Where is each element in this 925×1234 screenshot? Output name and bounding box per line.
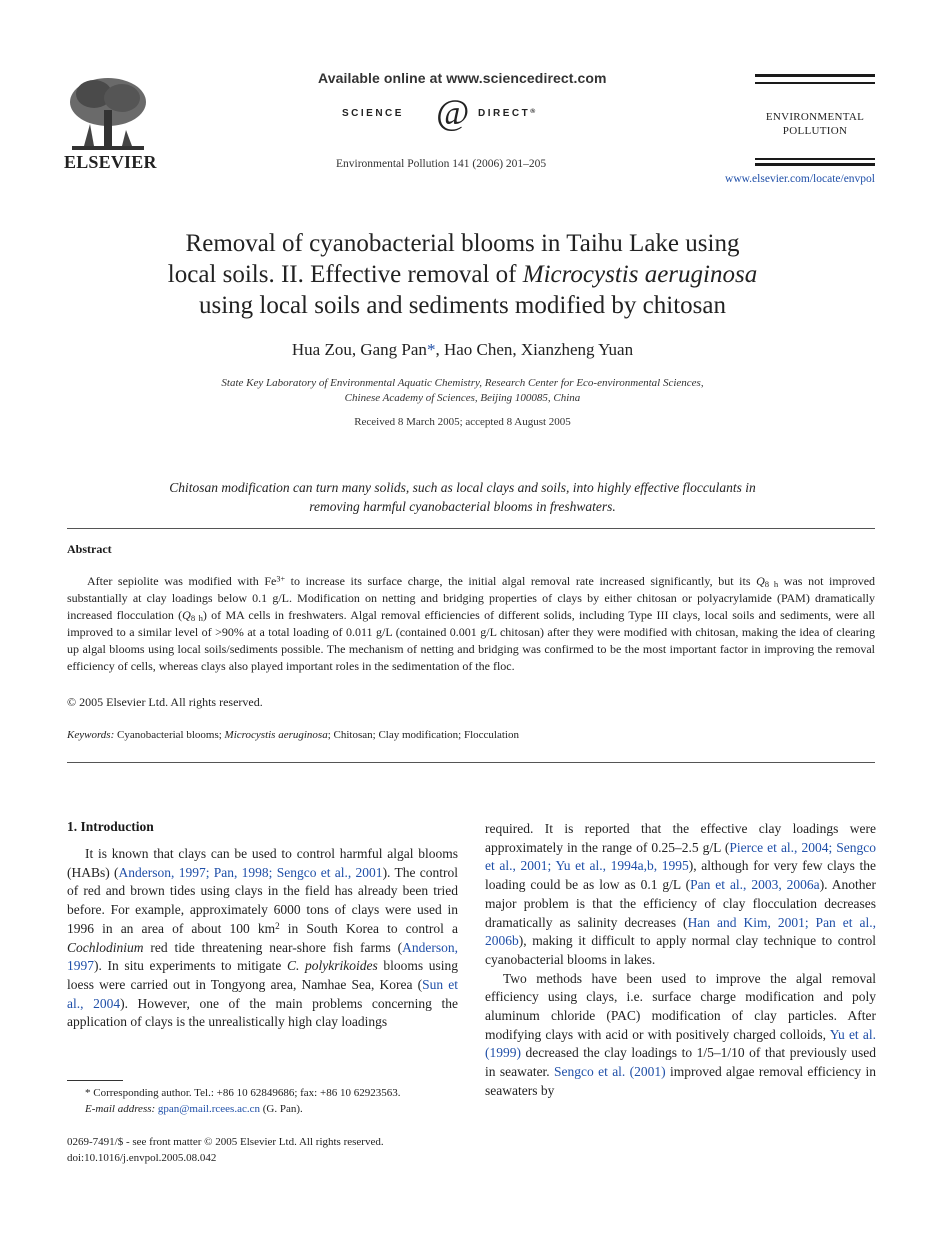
corresponding-author-link[interactable]: * — [426, 340, 436, 359]
citation-link[interactable]: Anderson, 1997; Pan, 1998; Sengco et al., 2001 — [118, 864, 383, 880]
affiliation: State Key Laboratory of Environmental Aquatic Chemistry, Research Center for Eco-environmental Sciences, Chinese Academy of Sciences, Beijing 100085, China — [221, 377, 704, 404]
publisher-name: ELSEVIER — [64, 152, 157, 172]
article-highlight: Chitosan modification can turn many solids, such as local clays and soils, into highly effective flocculants in removing harmful cyanobacterial blooms in freshwaters. — [169, 480, 756, 514]
sd-at-icon: @ — [436, 92, 470, 132]
email-link[interactable]: gpan@mail.rcees.ac.cn — [157, 1102, 260, 1115]
journal-url-link[interactable]: www.elsevier.com/locate/envpol — [725, 173, 875, 185]
sciencedirect-logo[interactable] — [342, 92, 562, 132]
header-rule — [755, 74, 875, 77]
citation-link[interactable]: Yu et al. (1999) — [485, 1026, 876, 1061]
header-rule — [755, 82, 875, 84]
abstract-copyright: © 2005 Elsevier Ltd. All rights reserved. — [67, 695, 263, 709]
abstract-body: After sepiolite was modified with $Fe^{3+}$ to increase its surface charge, the initial algal removal rate increased significantly, but its $Q_{8 h}$ was not improved substantially at clay loadings below 0.1 g/L. Modification on netting and bridging properties of clays by either chitosan or polyacrylamide (PAM) dramatically increased flocculation $(Q_{8 h})$ of MA cells in freshwaters. Algal removal efficiencies of different solids, including Type III clays, local soils and sediments, were all improved to a similar level of >90% at a total loading of 0.011 g/L (contained 0.001 g/L chitosan) after they were modified with chitosan, making the idea of clearing up algal blooms using local soils/sediments possible. The mechanism of netting and bridging was confirmed to be the most important factor in improving the removal efficiency of cells, whereas clays also played important roles in the sedimentation of the floc. — [67, 574, 876, 673]
sd-right-text: DIRECT® — [478, 107, 538, 119]
footnote-rule — [67, 1080, 123, 1081]
doi-text: doi:10.1016/j.envpol.2005.08.042 — [67, 1151, 217, 1164]
citation-link[interactable]: Sun et al., 2004 — [67, 976, 458, 1011]
header-rule — [755, 158, 875, 160]
author-list: Hua Zou, Gang Pan*, Hao Chen, Xianzheng Yuan — [291, 340, 634, 359]
citation-link[interactable]: Pan et al., 2003, 2006a — [690, 877, 820, 893]
citation-link[interactable]: Anderson, 1997 — [67, 939, 458, 974]
citation-link[interactable]: Pierce et al., 2004; Sengco et al., 2001; Yu et al., 1994a,b, 1995 — [485, 839, 876, 874]
journal-title: ENVIRONMENTAL POLLUTION — [765, 111, 865, 137]
received-dates: Received 8 March 2005; accepted 8 August 2005 — [354, 416, 571, 428]
available-online-text[interactable]: Available online at www.sciencedirect.com — [318, 70, 607, 86]
divider — [67, 528, 875, 529]
citation-link[interactable]: Han and Kim, 2001; Pan et al., 2006b — [485, 914, 876, 949]
article-title: Removal of cyanobacterial blooms in Taihu Lake using local soils. II. Effective removal of Microcystis aeruginosa using local soils and sediments modified by chitosan — [167, 230, 758, 319]
header-rule — [755, 163, 875, 166]
divider — [67, 762, 875, 763]
sd-left-text: SCIENCE — [342, 108, 404, 119]
left-column: It is known that clays can be used to control harmful algal blooms (HABs) (Anderson, 1997; Pan, 1998; Sengco et al., 2001). The control of red and brown tides using clays in the field has already been tried before. For example, approximately 6000 tons of clays were used in 1996 in an area of about 100 $km^2$ in South Korea to control a Cochlodinium red tide threatening near-shore fish farms (Anderson, 1997). In situ experiments to mitigate C. polykrikoides blooms using loess were carried out in Tongyong area, Namhae Sea, Korea (Sun et al., 2004). However, one of the main problems concerning the application of clays is the unrealistically high clay loadings — [67, 846, 459, 1030]
citation-link[interactable]: Sengco et al. (2001) — [554, 1064, 666, 1080]
issn-doi: 0269-7491/$ - see front matter © 2005 Elsevier Ltd. All rights reserved. doi:10.1016/j.envpol.2005.08.042 — [67, 1135, 467, 1166]
journal-reference: Environmental Pollution 141 (2006) 201–205 — [336, 158, 547, 170]
right-column: required. It is reported that the effective clay loadings were approximately in the range of 0.25–2.5 g/L (Pierce et al., 2004; Sengco et al., 2001; Yu et al., 1994a,b, 1995), although for very few clays the loading could be as low as 0.1 g/L (Pan et al., 2003, 2006a). Another major problem is that the efficiency of clay flocculation decreases dramatically as salinity decreases (Han and Kim, 2001; Pan et al., 2006b), making it difficult to apply normal clay technique to control cyanobacterial blooms in lakes. Two methods have been used to improve the algal removal efficiency using clays, i.e. surface charge modification and poly aluminum chloride (PAC) modification of clay particles. After modifying clays with acid or with positively charged colloids, Yu et al. (1999) decreased the clay loadings to 1/5–1/10 of that previously used in seawater. Sengco et al. (2001) improved algae removal efficiency in seawaters by — [485, 821, 877, 1098]
abstract-heading: Abstract — [67, 542, 112, 556]
footnote: * Corresponding author. Tel.: +86 10 62849686; fax: +86 10 62923563. E-mail address: gpan@mail.rcees.ac.cn (G. Pan). — [85, 1087, 401, 1115]
keywords: Keywords: Cyanobacterial blooms; Microcystis aeruginosa; Chitosan; Clay modification; Flocculation — [67, 729, 519, 741]
section-heading: 1. Introduction — [67, 819, 154, 834]
